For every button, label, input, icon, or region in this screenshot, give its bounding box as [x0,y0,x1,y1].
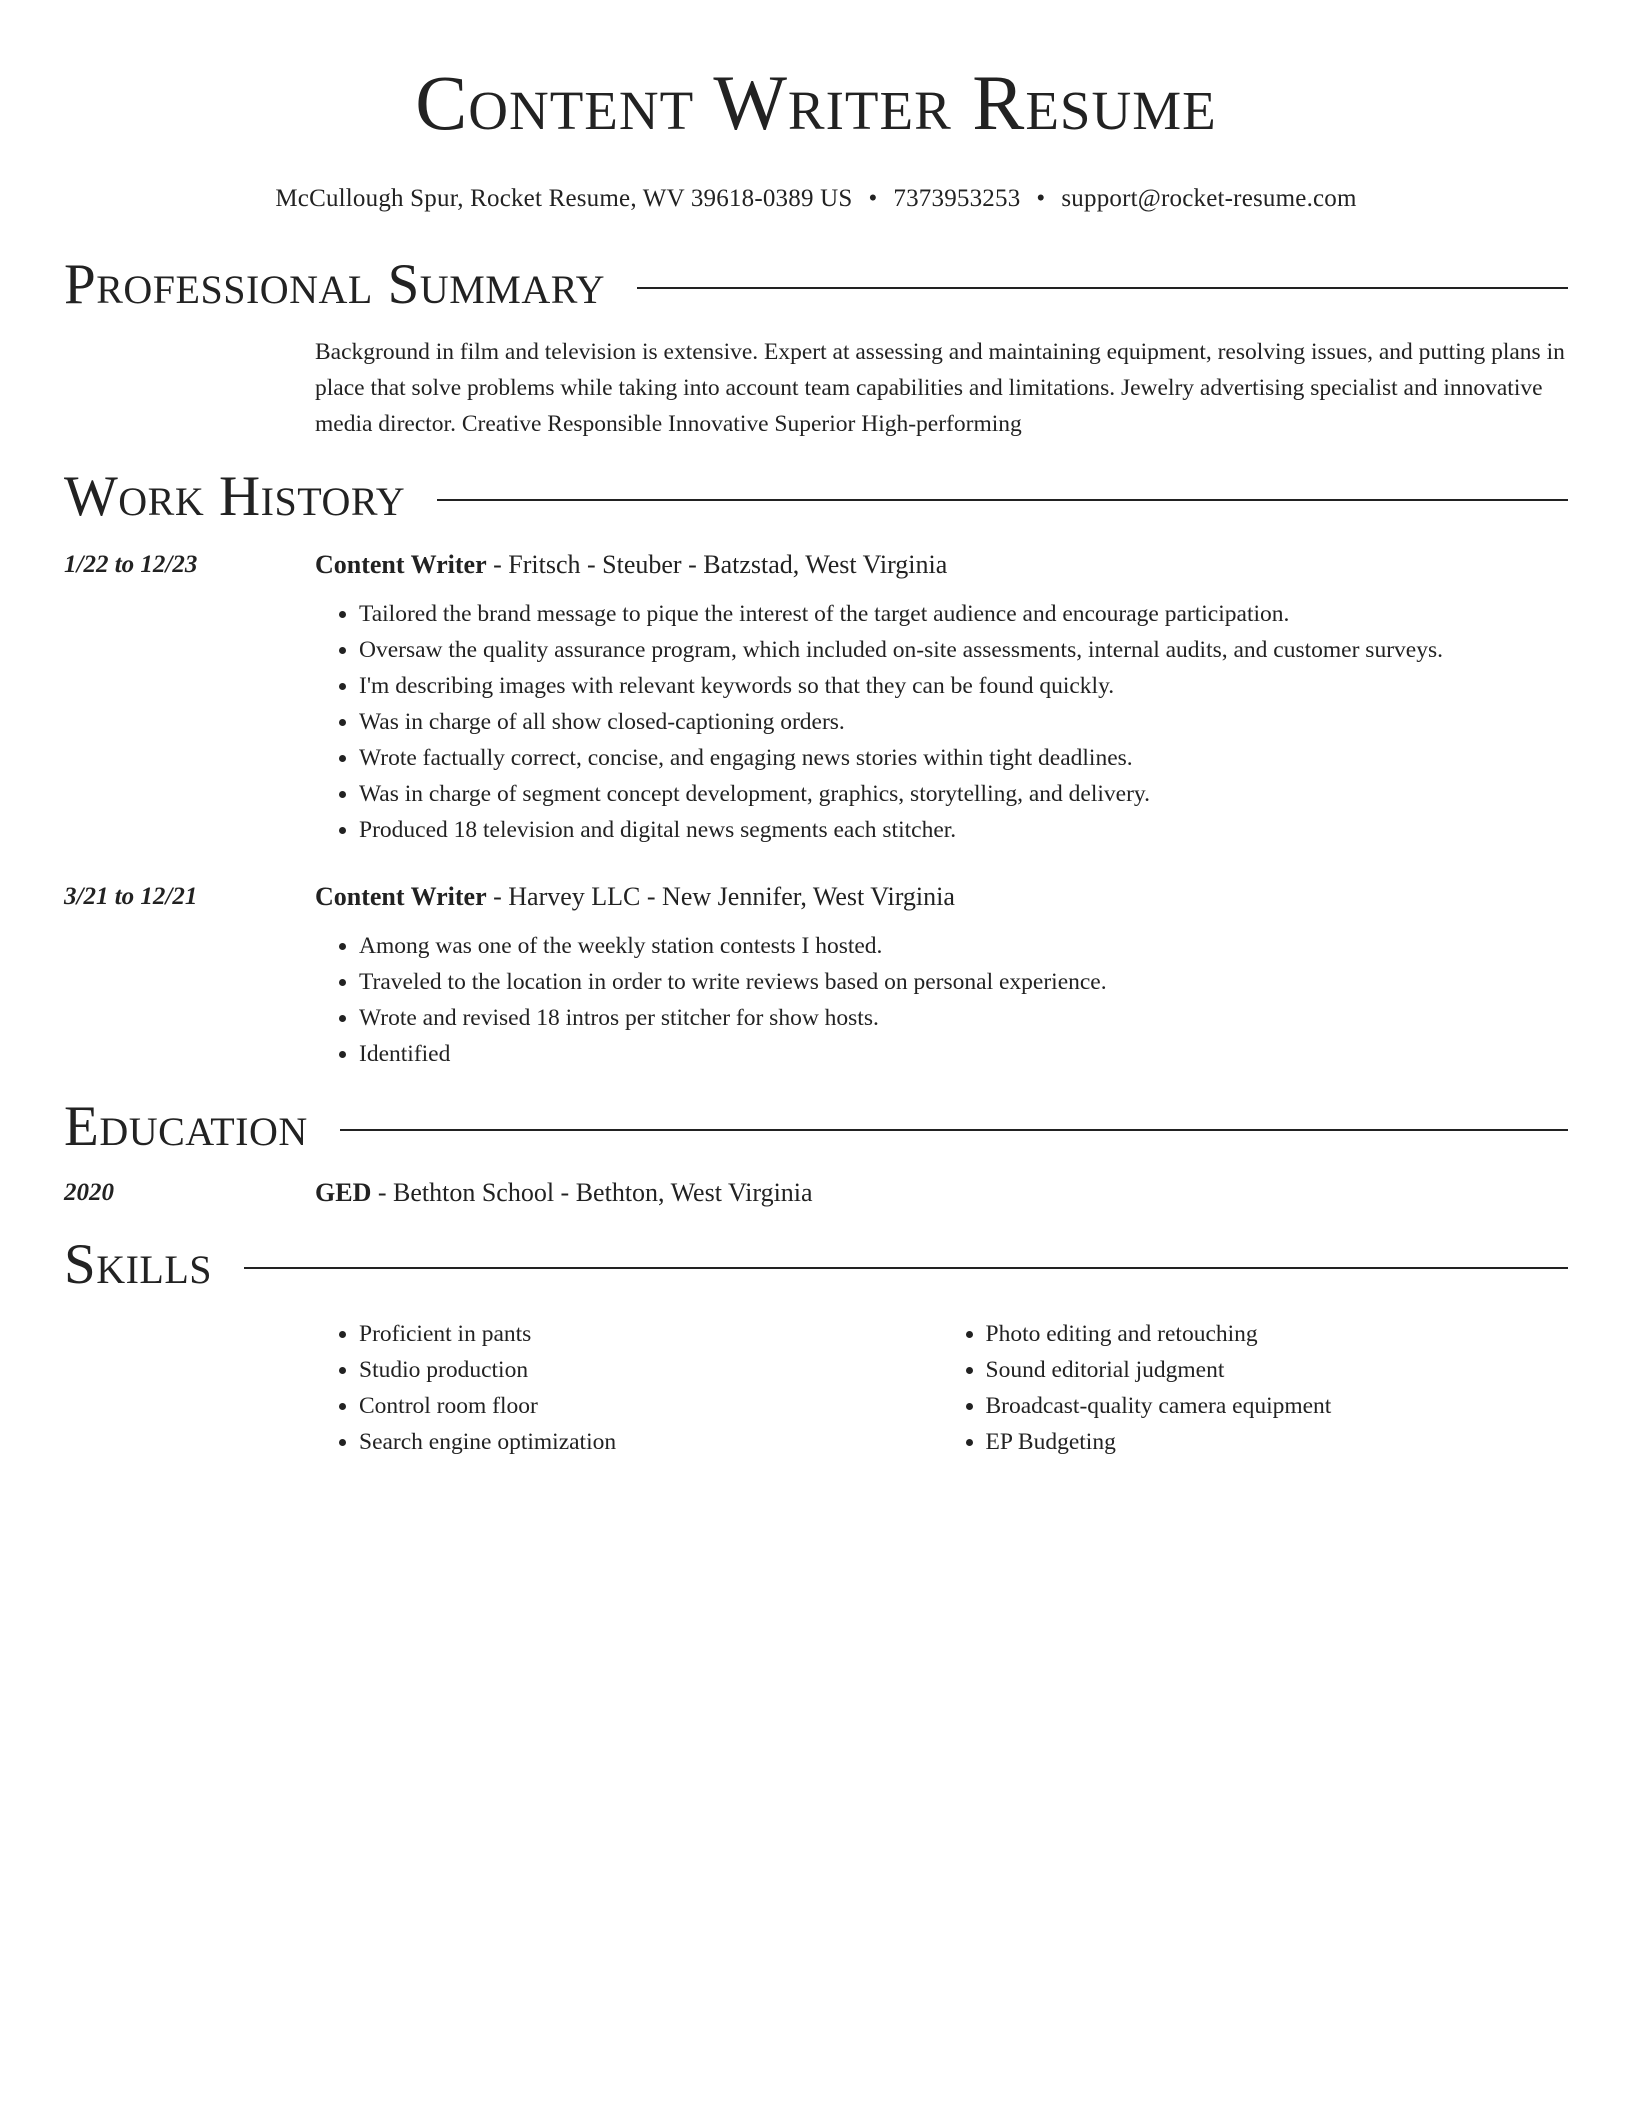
summary-text: Background in film and television is extensive. Expert at assessing and maintaining equipment, resolving issues, and putting plans in place that solve problems while taking into account team capabilities and limitations. Jewelry advertising specialist and innovative media director. Creative Responsible Innovative Superior High-performing [315,339,1565,437]
resume-title: Content Writer Resume [415,59,1217,146]
job-role: Content Writer [315,550,487,579]
skill-item: • Photo editing and retouching [986,1316,1569,1352]
contact-separator: • [1036,185,1046,212]
education-date: 2020 [64,1179,114,1206]
section-divider [437,499,1568,501]
work-heading: Work History [64,465,406,528]
contact-separator: • [868,185,878,212]
list-item: • Was in charge of all show closed-captioning orders. [359,704,1568,740]
summary-section-header [64,252,1568,318]
list-item: • Wrote and revised 18 intros per stitcher for show hosts. [359,1000,1568,1036]
contact-email: support@rocket-resume.com [1061,185,1357,212]
skill-item: • Search engine optimization [359,1424,942,1460]
skills-list-right [942,1316,1569,1460]
contact-phone: 7373953253 [893,185,1021,212]
skill-item: • Control room floor [359,1388,942,1424]
job-dates: 3/21 to 12/21 [64,883,198,910]
skills-section-header [64,1232,1568,1298]
education-entry [64,1176,1568,1210]
list-item: • Produced 18 television and digital news segments each stitcher. [359,812,1568,848]
section-divider [340,1129,1568,1131]
job-body [315,880,1568,1072]
skills-columns [315,1316,1568,1460]
education-degree: GED [315,1178,372,1207]
list-item: • Was in charge of segment concept development, graphics, storytelling, and delivery. [359,776,1568,812]
summary-heading: Professional Summary [64,253,606,316]
job-bullets [315,596,1568,848]
education-heading: Education [64,1095,308,1158]
contact-line [64,184,1568,214]
job-body [315,548,1568,848]
skills-list-left [315,1316,942,1460]
job-dates: 1/22 to 12/23 [64,551,198,578]
list-item: • I'm describing images with relevant keywords so that they can be found quickly. [359,668,1568,704]
section-divider [244,1267,1568,1269]
education-body [315,1176,1568,1210]
skills-heading: Skills [64,1233,213,1296]
education-section-header [64,1094,1568,1160]
job-role: Content Writer [315,882,487,911]
skill-item: • Broadcast-quality camera equipment [986,1388,1569,1424]
skill-item: • Proficient in pants [359,1316,942,1352]
job-heading [315,548,1568,582]
list-item: • Wrote factually correct, concise, and engaging news stories within tight deadlines. [359,740,1568,776]
education-heading-line [315,1176,1568,1210]
job-entry [64,548,1568,848]
list-item: • Among was one of the weekly station contests I hosted. [359,928,1568,964]
skill-item: • Studio production [359,1352,942,1388]
skill-item: • Sound editorial judgment [986,1352,1569,1388]
job-details: - Harvey LLC - New Jennifer, West Virginia [486,882,955,911]
job-heading [315,880,1568,914]
list-item: • Oversaw the quality assurance program, which included on-site assessments, internal audits, and customer surveys. [359,632,1568,668]
education-details: - Bethton School - Bethton, West Virginia [371,1178,813,1207]
section-divider [637,287,1568,289]
list-item: • Traveled to the location in order to write reviews based on personal experience. [359,964,1568,1000]
work-section-header [64,464,1568,530]
skill-item: • EP Budgeting [986,1424,1569,1460]
job-entry [64,880,1568,1072]
job-bullets [315,928,1568,1072]
list-item: • Tailored the brand message to pique the interest of the target audience and encourage participation. [359,596,1568,632]
job-details: - Fritsch - Steuber - Batzstad, West Virginia [486,550,948,579]
list-item: • Identified [359,1036,1568,1072]
contact-address: McCullough Spur, Rocket Resume, WV 39618-0389 US [275,185,853,212]
